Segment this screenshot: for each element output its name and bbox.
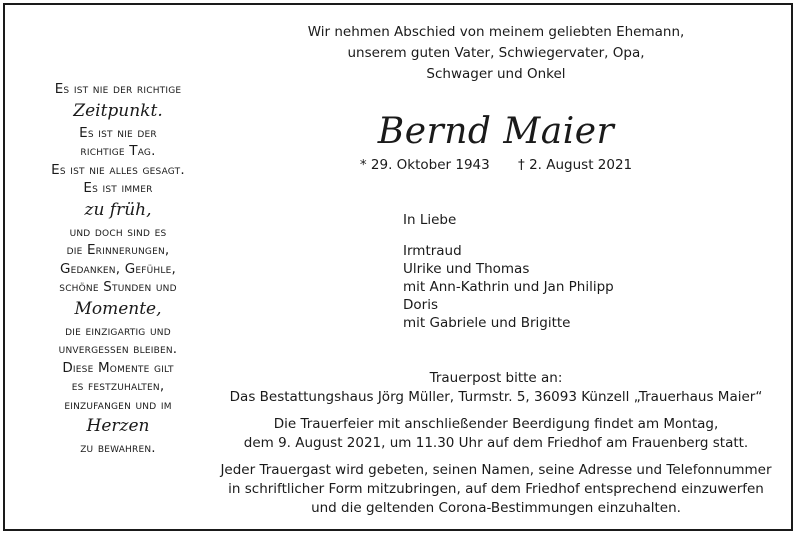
poem-line: Es ist nie der richtige: [54, 81, 182, 97]
poem-line: es festzuhalten,: [71, 378, 165, 394]
poem-line: Gedanken, Gefühle,: [60, 260, 176, 277]
mail-address: Das Bestattungshaus Jörg Müller, Turmstr. 5, 36093 Künzell „Trauerhaus Maier“: [229, 389, 763, 405]
mourner: Doris: [403, 297, 438, 313]
poem-line: die Erinnerungen,: [66, 242, 170, 258]
poem-line: richtige Tag.: [80, 143, 156, 159]
poem-line: die einzigartig und: [65, 322, 171, 339]
intro-line: Wir nehmen Abschied von meinem geliebten Ehemann,: [307, 24, 685, 40]
poem-line: schöne Stunden und: [59, 279, 177, 295]
poem-emphasis: zu früh,: [84, 199, 152, 220]
mourner: Ulrike und Thomas: [403, 261, 530, 277]
intro-line: unserem guten Vater, Schwiegervater, Opa,: [347, 45, 645, 61]
poem-emphasis: Momente,: [74, 298, 162, 319]
poem-line: Es ist nie der: [79, 124, 157, 141]
intro-line: Schwager und Onkel: [426, 66, 566, 82]
birth-date: * 29. Oktober 1943: [359, 157, 490, 173]
life-dates: [216, 155, 776, 175]
poem-line: Es ist nie alles gesagt.: [51, 161, 185, 178]
death-date: † 2. August 2021: [518, 157, 633, 173]
mail-heading: Trauerpost bitte an:: [429, 370, 563, 386]
service-line: Die Trauerfeier mit anschließender Beerdigung findet am Montag,: [273, 416, 719, 432]
mourners-heading: In Liebe: [403, 212, 457, 228]
poem-line: Diese Momente gilt: [62, 359, 174, 376]
condolence-address: [216, 369, 776, 407]
mourners-block: [403, 211, 614, 332]
intro-text: [216, 22, 776, 85]
poem-emphasis: Herzen: [86, 416, 150, 436]
note-line: Jeder Trauergast wird gebeten, seinen Namen, seine Adresse und Telefonnummer: [220, 462, 772, 478]
funeral-service-info: [216, 415, 776, 453]
service-line: dem 9. August 2021, um 11.30 Uhr auf dem Friedhof am Frauenberg statt.: [243, 435, 749, 451]
mourner: Irmtraud: [403, 243, 462, 259]
poem-line: Es ist immer: [83, 180, 153, 196]
poem-line: zu bewahren.: [80, 440, 156, 456]
poem-emphasis: Zeitpunkt.: [73, 100, 163, 121]
note-line: in schriftlicher Form mitzubringen, auf dem Friedhof entsprechend einzuwerfen: [228, 481, 764, 497]
poem-line: unvergessen bleiben.: [58, 341, 178, 357]
guest-instructions: [216, 461, 776, 518]
poem-line: und doch sind es: [69, 223, 167, 240]
note-line: und die geltenden Corona-Bestimmungen einzuhalten.: [311, 500, 681, 516]
mourner: mit Ann-Kathrin und Jan Philipp: [403, 279, 614, 295]
deceased-name: Bernd Maier: [377, 111, 615, 152]
poem: [38, 80, 198, 458]
poem-line: einzufangen und im: [64, 396, 172, 413]
mourner: mit Gabriele und Brigitte: [403, 315, 571, 331]
